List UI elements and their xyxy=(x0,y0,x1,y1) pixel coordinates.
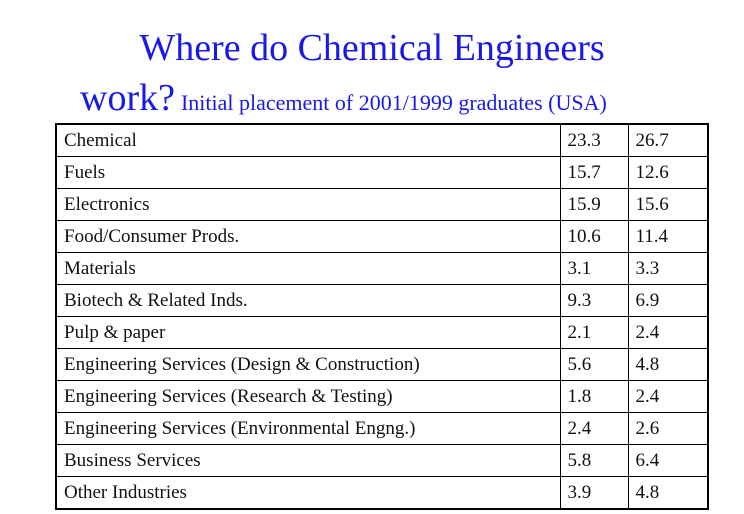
table-row xyxy=(56,221,708,253)
slide-title-work: work? xyxy=(80,77,175,119)
value-2001-cell: 9.3 xyxy=(560,285,628,317)
value-2001-cell: 10.6 xyxy=(560,221,628,253)
value-2001-cell: 23.3 xyxy=(560,124,628,157)
table-row xyxy=(56,124,708,157)
value-1999-cell: 26.7 xyxy=(628,124,708,157)
value-1999-cell: 2.4 xyxy=(628,317,708,349)
value-1999-cell: 4.8 xyxy=(628,477,708,510)
value-2001-cell: 5.6 xyxy=(560,349,628,381)
industry-cell: Materials xyxy=(56,253,560,285)
table-row xyxy=(56,157,708,189)
table-row xyxy=(56,189,708,221)
value-1999-cell: 4.8 xyxy=(628,349,708,381)
value-2001-cell: 15.9 xyxy=(560,189,628,221)
value-1999-cell: 12.6 xyxy=(628,157,708,189)
value-1999-cell: 6.9 xyxy=(628,285,708,317)
table-row xyxy=(56,285,708,317)
table-row xyxy=(56,477,708,510)
table-row xyxy=(56,317,708,349)
industry-cell: Electronics xyxy=(56,189,560,221)
slide-title: Where do Chemical Engineers xyxy=(139,27,605,69)
table-row xyxy=(56,445,708,477)
value-2001-cell: 2.1 xyxy=(560,317,628,349)
value-1999-cell: 3.3 xyxy=(628,253,708,285)
value-2001-cell: 15.7 xyxy=(560,157,628,189)
industry-cell: Chemical xyxy=(56,124,560,157)
slide-title-line2 xyxy=(80,76,607,125)
industry-cell: Engineering Services (Research & Testing) xyxy=(56,381,560,413)
industry-cell: Business Services xyxy=(56,445,560,477)
table-row xyxy=(56,413,708,445)
table-row xyxy=(56,381,708,413)
industry-cell: Engineering Services (Environmental Engng.) xyxy=(56,413,560,445)
industry-cell: Fuels xyxy=(56,157,560,189)
slide-subtitle: Initial placement of 2001/1999 graduates (USA) xyxy=(180,90,607,115)
value-1999-cell: 2.4 xyxy=(628,381,708,413)
value-2001-cell: 3.1 xyxy=(560,253,628,285)
value-2001-cell: 3.9 xyxy=(560,477,628,510)
industry-cell: Biotech & Related Inds. xyxy=(56,285,560,317)
value-2001-cell: 2.4 xyxy=(560,413,628,445)
value-1999-cell: 2.6 xyxy=(628,413,708,445)
placement-table-container xyxy=(55,123,707,510)
placement-table-body xyxy=(56,124,708,509)
value-2001-cell: 1.8 xyxy=(560,381,628,413)
industry-cell: Engineering Services (Design & Construction) xyxy=(56,349,560,381)
industry-cell: Pulp & paper xyxy=(56,317,560,349)
value-1999-cell: 11.4 xyxy=(628,221,708,253)
industry-cell: Food/Consumer Prods. xyxy=(56,221,560,253)
placement-table xyxy=(55,123,709,510)
table-row xyxy=(56,349,708,381)
table-row xyxy=(56,253,708,285)
industry-cell: Other Industries xyxy=(56,477,560,510)
value-2001-cell: 5.8 xyxy=(560,445,628,477)
value-1999-cell: 15.6 xyxy=(628,189,708,221)
value-1999-cell: 6.4 xyxy=(628,445,708,477)
